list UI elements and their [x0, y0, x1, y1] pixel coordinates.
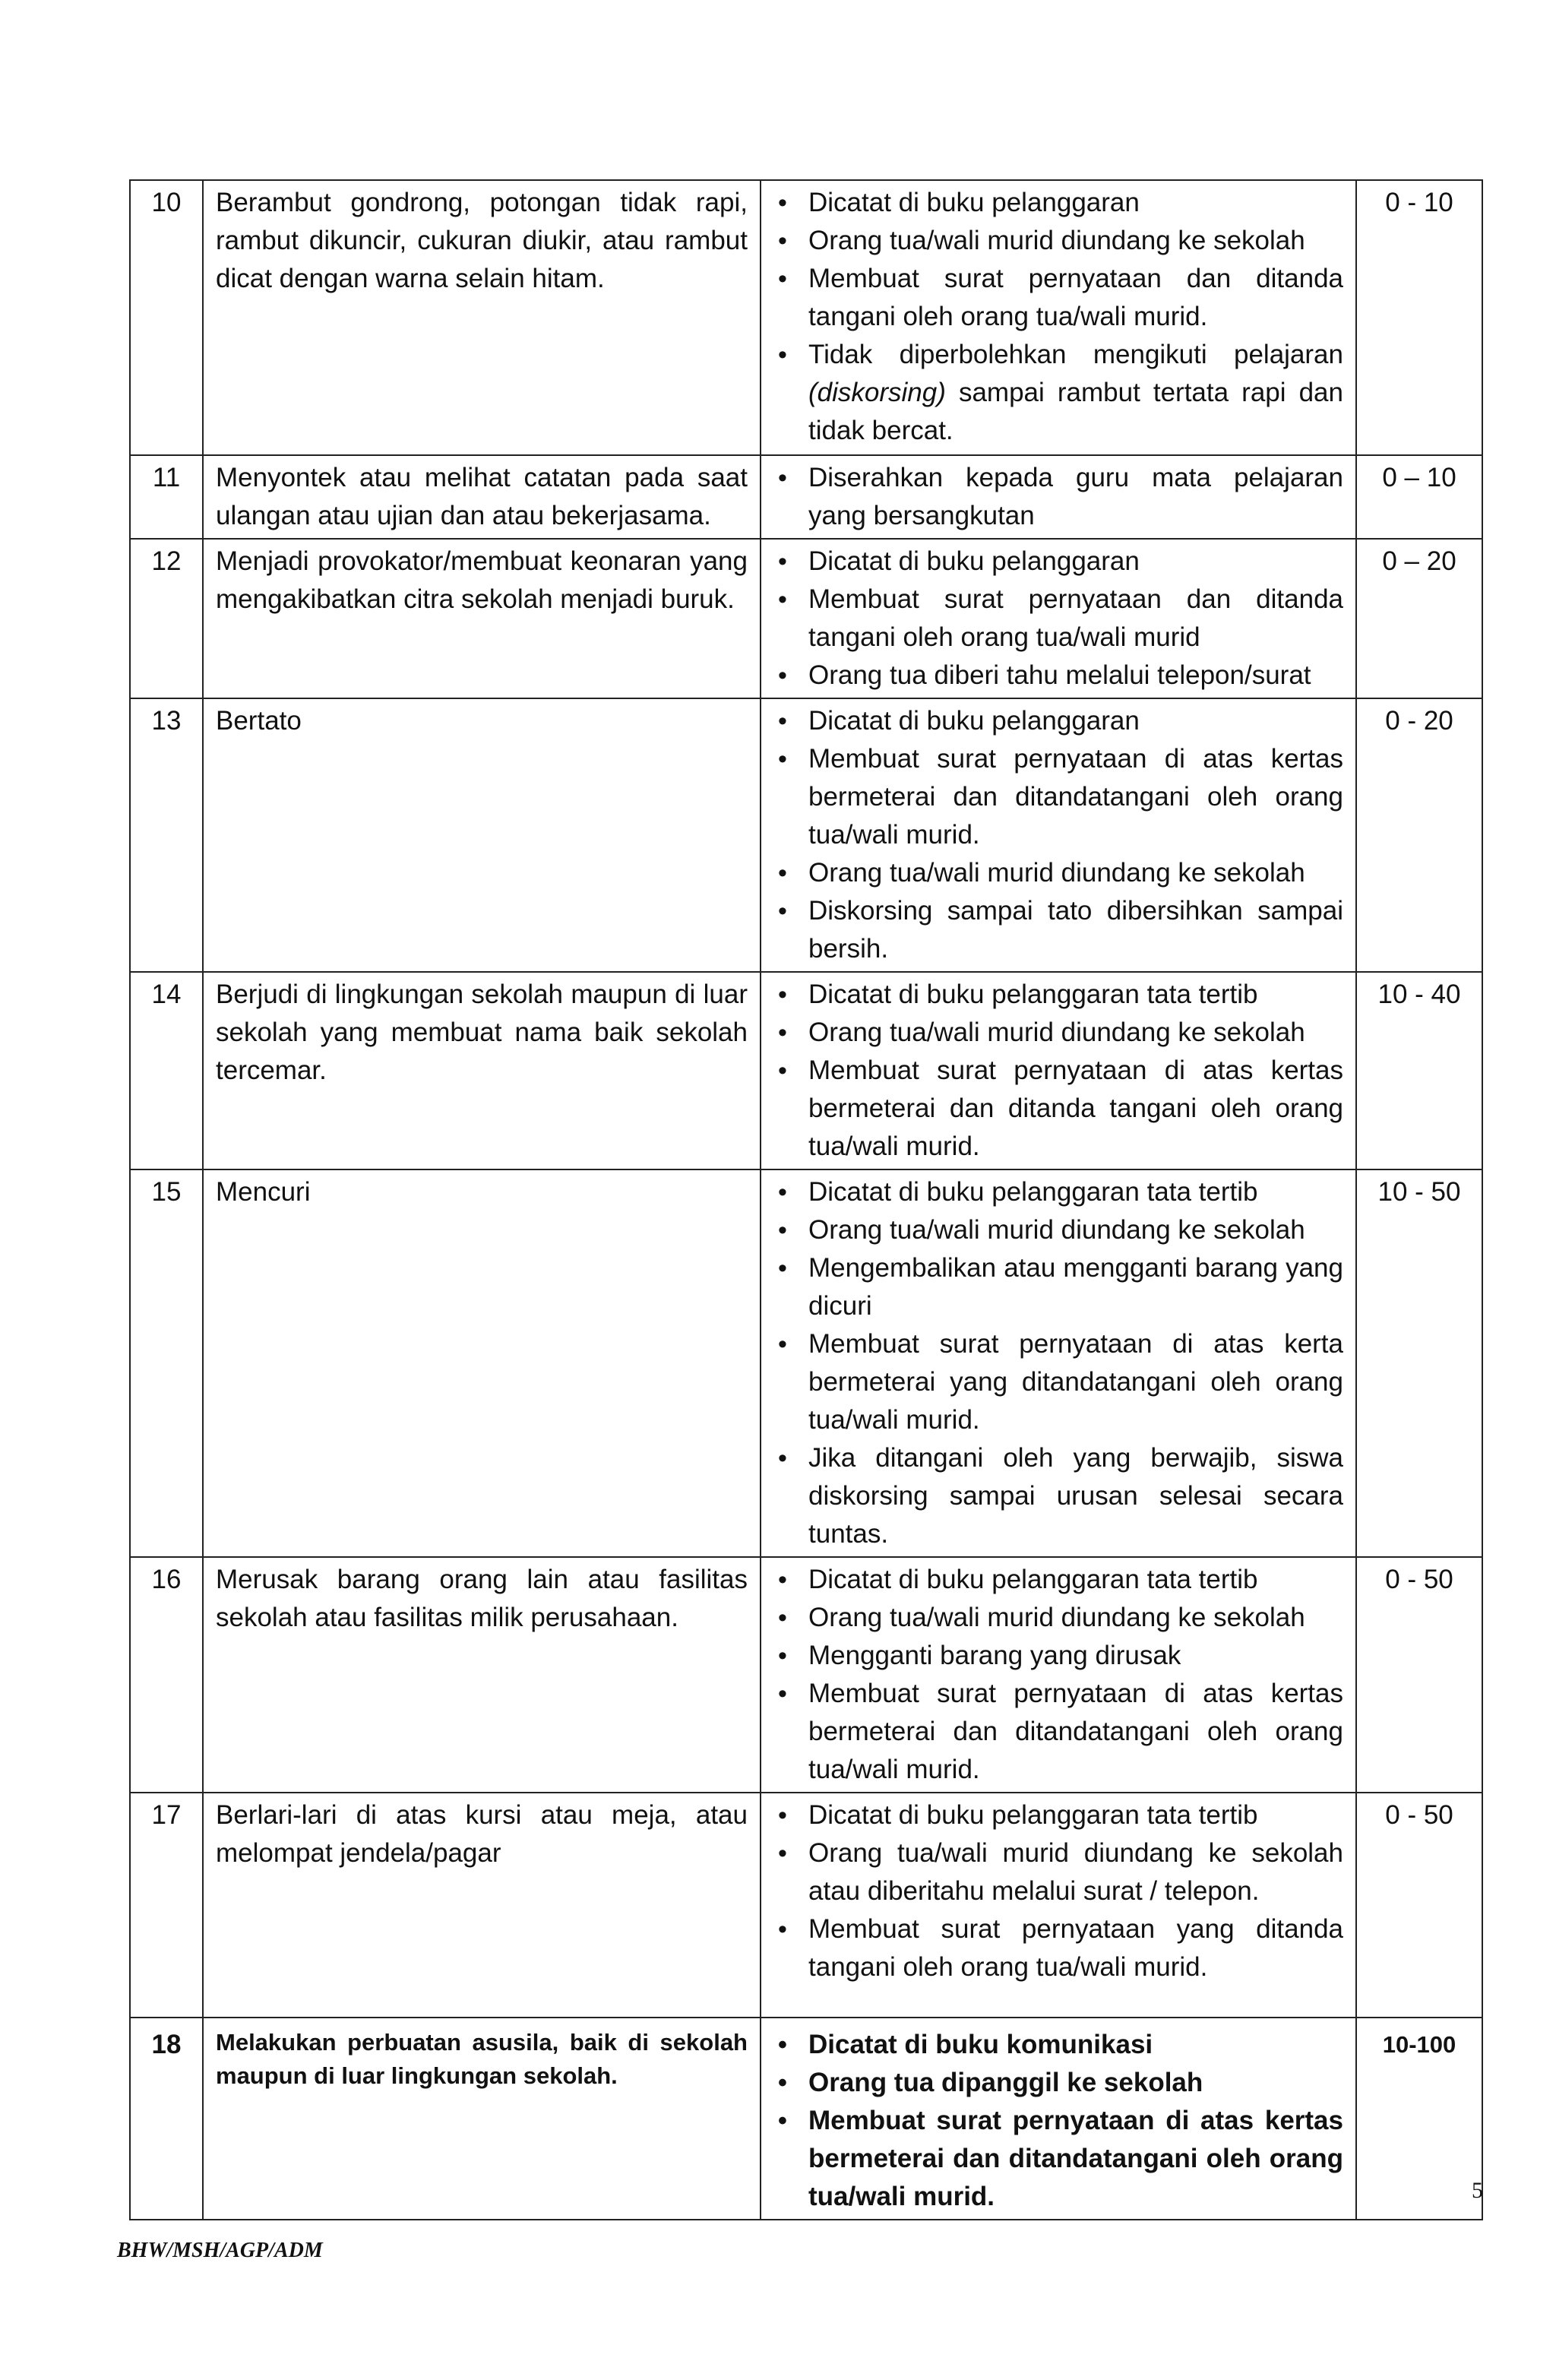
sanction-item: • Orang tua/wali murid diundang ke sekolah [773, 1599, 1343, 1637]
table-row [130, 1557, 1482, 1793]
sanction-item: • Orang tua dipanggil ke sekolah [773, 2064, 1343, 2102]
violation-text: Menjadi provokator/membuat keonaran yang mengakibatkan citra sekolah menjadi buruk. [203, 539, 761, 698]
score-range: 10-100 [1356, 2018, 1482, 2220]
footer-document-code: BHW/MSH/AGP/ADM [117, 2239, 323, 2262]
sanction-item: • Orang tua diberi tahu melalui telepon/surat [773, 657, 1343, 695]
sanction-cell [761, 455, 1356, 539]
sanction-list [773, 702, 1343, 968]
table-row [130, 1169, 1482, 1557]
sanction-item: • Mengganti barang yang dirusak [773, 1637, 1343, 1675]
sanction-list [773, 459, 1343, 535]
sanction-item: • Dicatat di buku pelanggaran [773, 184, 1343, 222]
row-number: 17 [130, 1793, 203, 2018]
sanction-item: • Membuat surat pernyataan di atas kertas bermeterai dan ditandatangani oleh orang tua/wali murid. [773, 2102, 1343, 2216]
score-range: 0 - 50 [1356, 1557, 1482, 1793]
violation-text: Mencuri [203, 1169, 761, 1557]
sanction-cell [761, 698, 1356, 972]
score-range: 0 - 20 [1356, 698, 1482, 972]
row-number: 18 [130, 2018, 203, 2220]
violation-text: Melakukan perbuatan asusila, baik di sekolah maupun di luar lingkungan sekolah. [203, 2018, 761, 2220]
sanction-item: • Membuat surat pernyataan yang ditanda tangani oleh orang tua/wali murid. [773, 1910, 1343, 1986]
sanction-item: • Orang tua/wali murid diundang ke sekolah atau diberitahu melalui surat / telepon. [773, 1834, 1343, 1910]
row-number: 13 [130, 698, 203, 972]
table-row [130, 1793, 1482, 2018]
violation-text: Berlari-lari di atas kursi atau meja, atau melompat jendela/pagar [203, 1793, 761, 2018]
sanction-list [773, 2026, 1343, 2216]
sanction-item: • Dicatat di buku pelanggaran tata tertib [773, 1173, 1343, 1211]
sanction-item: • Membuat surat pernyataan di atas kertas bermeterai dan ditandatangani oleh orang tua/wali murid. [773, 740, 1343, 854]
row-number: 12 [130, 539, 203, 698]
violation-table [129, 179, 1483, 2220]
sanction-item: • Membuat surat pernyataan di atas kertas bermeterai dan ditandatangani oleh orang tua/wali murid. [773, 1675, 1343, 1789]
sanction-cell [761, 1557, 1356, 1793]
score-range: 10 - 50 [1356, 1169, 1482, 1557]
sanction-item: • Diskorsing sampai tato dibersihkan sampai bersih. [773, 892, 1343, 968]
table-row [130, 539, 1482, 698]
violation-text: Merusak barang orang lain atau fasilitas sekolah atau fasilitas milik perusahaan. [203, 1557, 761, 1793]
sanction-item: • Orang tua/wali murid diundang ke sekolah [773, 1014, 1343, 1052]
score-range: 0 - 10 [1356, 180, 1482, 455]
sanction-italic-term: (diskorsing) [808, 378, 946, 407]
sanction-cell [761, 539, 1356, 698]
violation-text: Bertato [203, 698, 761, 972]
sanction-cell [761, 1793, 1356, 2018]
sanction-item: • Membuat surat pernyataan di atas kertas bermeterai dan ditanda tangani oleh orang tua/wali murid. [773, 1052, 1343, 1166]
table-row [130, 455, 1482, 539]
sanction-item: • Orang tua/wali murid diundang ke sekolah [773, 222, 1343, 260]
sanction-item: • Membuat surat pernyataan di atas kerta bermeterai yang ditandatangani oleh orang tua/wali murid. [773, 1325, 1343, 1439]
row-number: 15 [130, 1169, 203, 1557]
sanction-list [773, 1561, 1343, 1789]
sanction-item: • Dicatat di buku pelanggaran tata tertib [773, 1796, 1343, 1834]
score-range: 0 - 50 [1356, 1793, 1482, 2018]
violation-text: Menyontek atau melihat catatan pada saat ulangan atau ujian dan atau bekerjasama. [203, 455, 761, 539]
sanction-list [773, 1173, 1343, 1553]
table-row [130, 698, 1482, 972]
sanction-item: • Jika ditangani oleh yang berwajib, siswa diskorsing sampai urusan selesai secara tuntas. [773, 1439, 1343, 1553]
sanction-item: • Dicatat di buku pelanggaran [773, 543, 1343, 581]
sanction-list [773, 976, 1343, 1166]
sanction-item: • Mengembalikan atau mengganti barang yang dicuri [773, 1249, 1343, 1325]
sanction-list [773, 543, 1343, 695]
page-number: 5 [1472, 2178, 1483, 2203]
sanction-cell [761, 972, 1356, 1169]
sanction-item: • Dicatat di buku komunikasi [773, 2026, 1343, 2064]
table-row [130, 972, 1482, 1169]
violation-text: Berjudi di lingkungan sekolah maupun di luar sekolah yang membuat nama baik sekolah tercemar. [203, 972, 761, 1169]
sanction-cell [761, 180, 1356, 455]
sanction-list [773, 1796, 1343, 1986]
row-number: 11 [130, 455, 203, 539]
sanction-cell [761, 1169, 1356, 1557]
sanction-cell [761, 2018, 1356, 2220]
violation-text: Berambut gondrong, potongan tidak rapi, rambut dikuncir, cukuran diukir, atau rambut dicat dengan warna selain hitam. [203, 180, 761, 455]
row-number: 16 [130, 1557, 203, 1793]
table-row [130, 180, 1482, 455]
sanction-item: • Dicatat di buku pelanggaran [773, 702, 1343, 740]
sanction-item: • Orang tua/wali murid diundang ke sekolah [773, 854, 1343, 892]
sanction-item: • Membuat surat pernyataan dan ditanda tangani oleh orang tua/wali murid. [773, 260, 1343, 336]
sanction-text: Tidak diperbolehkan mengikuti pelajaran [808, 340, 1343, 369]
table-row [130, 2018, 1482, 2220]
sanction-text: sampai rambut tertata rapi dan tidak bercat. [808, 378, 1343, 445]
sanction-item [773, 336, 1343, 450]
sanction-item: • Diserahkan kepada guru mata pelajaran yang bersangkutan [773, 459, 1343, 535]
sanction-list [773, 184, 1343, 450]
score-range: 0 – 10 [1356, 455, 1482, 539]
sanction-item: • Dicatat di buku pelanggaran tata tertib [773, 1561, 1343, 1599]
sanction-item: • Orang tua/wali murid diundang ke sekolah [773, 1211, 1343, 1249]
score-range: 0 – 20 [1356, 539, 1482, 698]
row-number: 10 [130, 180, 203, 455]
sanction-item: • Membuat surat pernyataan dan ditanda tangani oleh orang tua/wali murid [773, 581, 1343, 657]
score-range: 10 - 40 [1356, 972, 1482, 1169]
row-number: 14 [130, 972, 203, 1169]
sanction-item: • Dicatat di buku pelanggaran tata tertib [773, 976, 1343, 1014]
